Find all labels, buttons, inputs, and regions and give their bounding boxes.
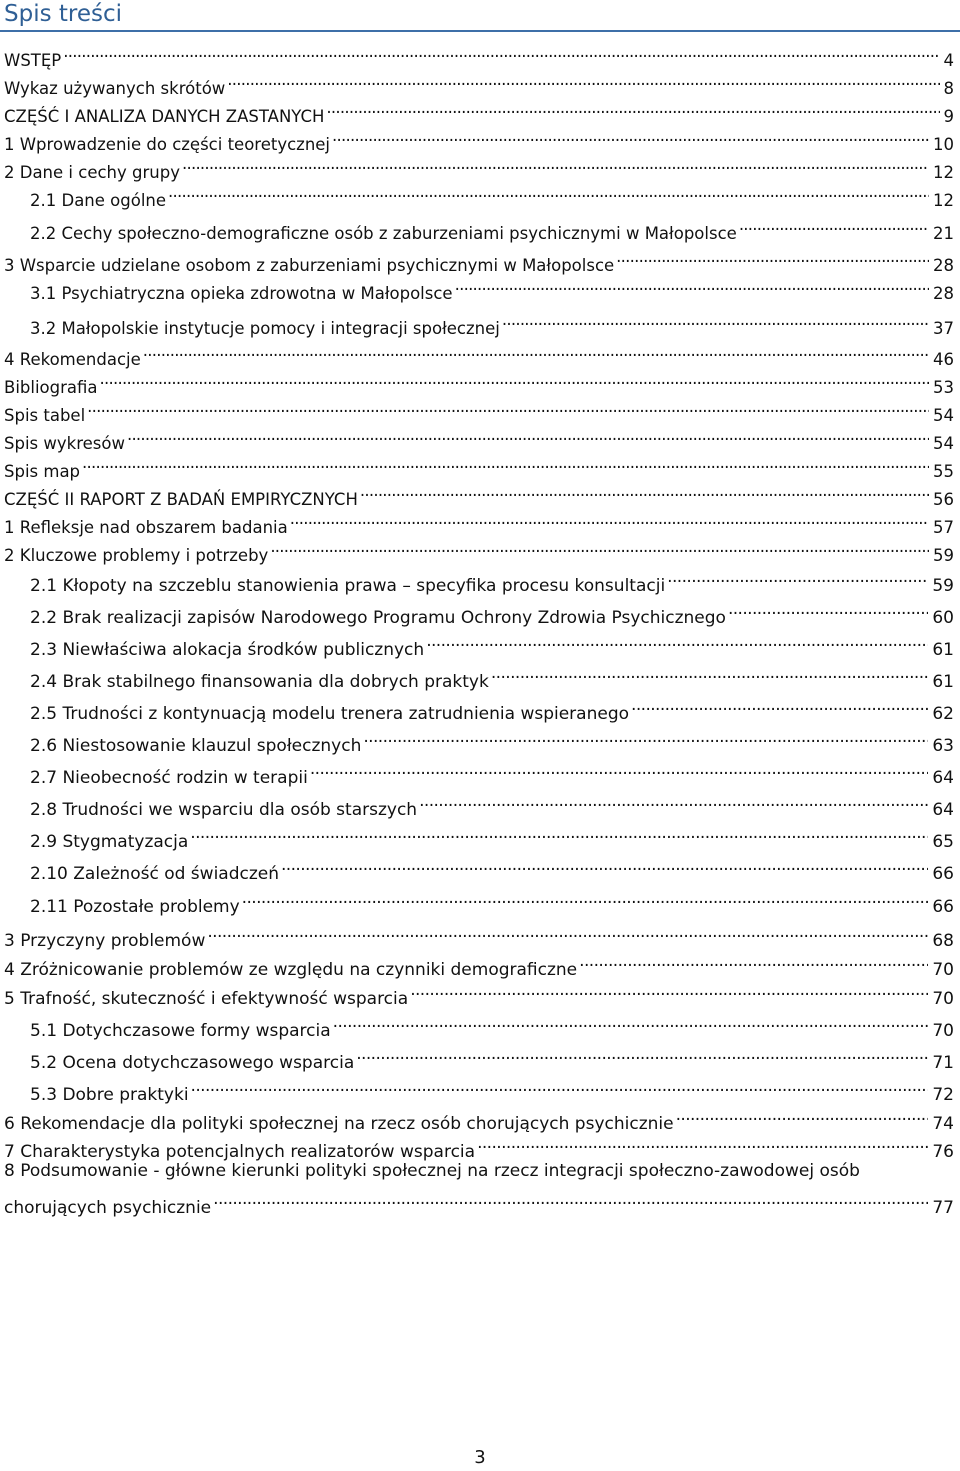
dot-leader xyxy=(363,723,928,751)
toc-entry[interactable] xyxy=(4,477,954,509)
toc-entry-title: 2.2 Cechy społeczno-demograficzne osób z zaburzeniami psychicznymi w Małopolsce xyxy=(30,224,737,243)
toc-entry-page-number: 37 xyxy=(933,319,954,338)
toc-entry-title: WSTĘP xyxy=(4,51,62,70)
dot-leader xyxy=(87,393,929,421)
toc-entry-title: 2.5 Trudności z kontynuacją modelu trenera zatrudnienia wspieranego xyxy=(30,704,630,724)
toc-entry-page-number: 55 xyxy=(933,462,954,481)
toc-entry-page-number: 74 xyxy=(932,1114,954,1134)
toc-entry-page-number: 70 xyxy=(932,1021,954,1041)
toc-entry-page-number: 66 xyxy=(932,864,954,884)
toc-entry-page-number: 4 xyxy=(943,51,954,70)
dot-leader xyxy=(82,449,929,477)
toc-entry-page-number: 8 xyxy=(943,79,954,98)
dot-leader xyxy=(455,271,929,299)
toc-entry-title: Spis wykresów xyxy=(4,434,125,453)
dot-leader xyxy=(739,211,929,239)
dot-leader xyxy=(356,1040,928,1068)
toc-entry-page-number: 54 xyxy=(933,434,954,453)
toc-entry-title: 5.3 Dobre praktyki xyxy=(30,1085,189,1105)
toc-entry-title: 3.1 Psychiatryczna opieka zdrowotna w Małopolsce xyxy=(30,284,453,303)
dot-leader xyxy=(616,243,929,271)
toc-entry-title: 6 Rekomendacje dla polityki społecznej na rzecz osób chorujących psychicznie xyxy=(4,1114,674,1134)
page-number: 3 xyxy=(474,1447,486,1468)
dot-leader xyxy=(426,627,928,655)
dot-leader xyxy=(290,505,929,533)
dot-leader xyxy=(502,306,929,334)
toc-entry-title: 2.1 Kłopoty na szczeblu stanowienia prawa – specyfika procesu konsultacji xyxy=(30,576,666,596)
toc-entry[interactable] xyxy=(4,449,954,481)
toc-entry-title: 1 Refleksje nad obszarem badania xyxy=(4,518,288,537)
dot-leader xyxy=(360,477,929,505)
dot-leader xyxy=(676,1101,929,1129)
toc-entry-title: 5.1 Dotychczasowe formy wsparcia xyxy=(30,1021,331,1041)
dot-leader xyxy=(579,947,928,975)
toc-entry-title: 2.9 Stygmatyzacja xyxy=(30,832,189,852)
dot-leader xyxy=(410,976,928,1004)
toc-entry-page-number: 28 xyxy=(933,284,954,303)
dot-leader xyxy=(310,755,929,783)
dot-leader xyxy=(477,1129,928,1157)
toc-entry[interactable] xyxy=(4,243,954,275)
toc-entry-page-number: 56 xyxy=(933,490,954,509)
toc-entry-page-number: 65 xyxy=(932,832,954,852)
toc-entry-title: 2.8 Trudności we wsparciu dla osób starszych xyxy=(30,800,418,820)
toc-entry[interactable] xyxy=(4,505,954,537)
toc-entry-title: 7 Charakterystyka potencjalnych realizatorów wsparcia xyxy=(4,1142,476,1162)
toc-entry-8[interactable] xyxy=(4,1157,954,1218)
toc-entry[interactable] xyxy=(4,66,954,98)
dot-leader xyxy=(168,178,929,206)
toc-entry-title: 2.3 Niewłaściwa alokacja środków publicznych xyxy=(30,640,425,660)
toc-entry-page-number: 64 xyxy=(932,800,954,820)
toc-entry[interactable] xyxy=(30,659,954,692)
toc-entry[interactable] xyxy=(4,918,954,951)
toc-entry[interactable] xyxy=(4,150,954,182)
toc-entry[interactable] xyxy=(4,38,954,70)
toc-entry-page-number: 12 xyxy=(933,163,954,182)
toc-entry-title: 3.2 Małopolskie instytucje pomocy i integracji społecznej xyxy=(30,319,500,338)
toc-entry[interactable] xyxy=(30,1008,954,1041)
dot-leader xyxy=(207,918,928,946)
toc-entry-title: CZĘŚĆ II RAPORT Z BADAŃ EMPIRYCZNYCH xyxy=(4,490,358,509)
toc-entry-title: 5.2 Ocena dotychczasowego wsparcia xyxy=(30,1053,355,1073)
toc-entry-title: 2.6 Niestosowanie klauzul społecznych xyxy=(30,736,362,756)
toc-entry-title: 2.11 Pozostałe problemy xyxy=(30,897,240,917)
toc-entry-page-number: 71 xyxy=(932,1053,954,1073)
toc-entry[interactable] xyxy=(30,271,954,303)
toc-entry-page-number: 62 xyxy=(932,704,954,724)
toc-entry-title: 4 Zróżnicowanie problemów ze względu na czynniki demograficzne xyxy=(4,960,578,980)
toc-entry[interactable] xyxy=(4,421,954,453)
dot-leader xyxy=(281,851,928,879)
toc-entry[interactable] xyxy=(30,723,954,756)
dot-leader xyxy=(631,691,928,719)
toc-entry-title: 2 Kluczowe problemy i potrzeby xyxy=(4,546,269,565)
toc-entry-page-number: 68 xyxy=(932,931,954,951)
toc-entry[interactable] xyxy=(30,178,954,210)
toc-entry[interactable] xyxy=(30,884,954,917)
toc-entry[interactable] xyxy=(4,122,954,154)
dot-leader xyxy=(63,38,939,66)
toc-entry-title: 2.7 Nieobecność rodzin w terapii xyxy=(30,768,308,788)
toc-entry-title: 3 Przyczyny problemów xyxy=(4,931,206,951)
dot-leader xyxy=(191,1072,929,1100)
toc-entry[interactable] xyxy=(30,595,954,628)
toc-entry-page-number: 10 xyxy=(933,135,954,154)
toc-entry-page-number: 76 xyxy=(932,1142,954,1162)
dot-leader xyxy=(270,533,929,561)
dot-leader xyxy=(127,421,929,449)
dot-leader xyxy=(667,563,928,591)
toc-entry-page-number: 53 xyxy=(933,378,954,397)
toc-entry-title: CZĘŚĆ I ANALIZA DANYCH ZASTANYCH xyxy=(4,107,325,126)
toc-entry-page-number: 66 xyxy=(932,897,954,917)
toc-entry-title: Bibliografia xyxy=(4,378,98,397)
toc-entry-title: 2.10 Zależność od świadczeń xyxy=(30,864,279,884)
toc-entry[interactable] xyxy=(30,627,954,660)
toc-entry-page-number: 77 xyxy=(932,1198,954,1218)
toc-entry[interactable] xyxy=(30,211,954,243)
toc-entry-page-number: 21 xyxy=(933,224,954,243)
toc-entry-page-number: 59 xyxy=(932,576,954,596)
toc-entry-page-number: 64 xyxy=(932,768,954,788)
toc-entry-title: Wykaz używanych skrótów xyxy=(4,79,226,98)
toc-entry-page-number: 12 xyxy=(933,191,954,210)
toc-entry[interactable] xyxy=(30,563,954,596)
toc-entry-title: Spis tabel xyxy=(4,406,86,425)
toc-entry[interactable] xyxy=(4,533,954,565)
toc-entry-page-number: 59 xyxy=(933,546,954,565)
toc-entry[interactable] xyxy=(30,851,954,884)
toc-entry-title: 4 Rekomendacje xyxy=(4,350,141,369)
dot-leader xyxy=(728,595,928,623)
dot-leader xyxy=(491,659,929,687)
dot-leader xyxy=(100,365,929,393)
toc-entry[interactable] xyxy=(30,1072,954,1105)
toc-entry-page-number: 61 xyxy=(932,672,954,692)
toc-entry[interactable] xyxy=(30,819,954,852)
toc-entry[interactable] xyxy=(4,393,954,425)
toc-entry[interactable] xyxy=(4,365,954,397)
toc-entry-title: 3 Wsparcie udzielane osobom z zaburzeniami psychicznymi w Małopolsce xyxy=(4,256,615,275)
toc-entry[interactable] xyxy=(30,755,954,788)
toc-entry-title-line2: chorujących psychicznie xyxy=(4,1198,212,1218)
toc-entry[interactable] xyxy=(4,1101,954,1134)
dot-leader xyxy=(143,337,929,365)
toc-entry-page-number: 57 xyxy=(933,518,954,537)
toc-entry-page-number: 70 xyxy=(932,960,954,980)
toc-entry-page-number: 72 xyxy=(932,1085,954,1105)
dot-leader xyxy=(326,94,939,122)
dot-leader xyxy=(242,884,929,912)
toc-entry[interactable] xyxy=(30,691,954,724)
toc-entry-page-number: 46 xyxy=(933,350,954,369)
toc-entry-title: 5 Trafność, skuteczność i efektywność wsparcia xyxy=(4,989,409,1009)
toc-entry-page-number: 63 xyxy=(932,736,954,756)
toc-entry-title: 2.1 Dane ogólne xyxy=(30,191,167,210)
toc-entry-title: 2 Dane i cechy grupy xyxy=(4,163,180,182)
dot-leader xyxy=(190,819,928,847)
toc-entry-page-number: 70 xyxy=(932,989,954,1009)
toc-entry[interactable] xyxy=(30,306,954,338)
toc-entry[interactable] xyxy=(4,94,954,126)
toc-entry-page-number: 9 xyxy=(943,107,954,126)
dot-leader xyxy=(419,787,928,815)
toc-entry-title: 2.2 Brak realizacji zapisów Narodowego Programu Ochrony Zdrowia Psychicznego xyxy=(30,608,726,628)
toc-entry-page-number: 54 xyxy=(933,406,954,425)
toc-heading: Spis treści xyxy=(4,1,123,27)
toc-entry-title: Spis map xyxy=(4,462,81,481)
toc-entry-page-number: 61 xyxy=(932,640,954,660)
toc-entry[interactable] xyxy=(30,1040,954,1073)
toc-entry-title-line1: 8 Podsumowanie - główne kierunki polityki społecznej na rzecz integracji społeczno-zawodowej osób xyxy=(4,1161,860,1181)
toc-entry-title: 1 Wprowadzenie do części teoretycznej xyxy=(4,135,331,154)
dot-leader xyxy=(333,1008,929,1036)
toc-entry[interactable] xyxy=(30,787,954,820)
dot-leader xyxy=(227,66,939,94)
toc-entry-page-number: 28 xyxy=(933,256,954,275)
toc-entry-page-number: 60 xyxy=(932,608,954,628)
toc-entry-title: 2.4 Brak stabilnego finansowania dla dobrych praktyk xyxy=(30,672,489,692)
toc-entry[interactable] xyxy=(4,976,954,1009)
toc-entry[interactable] xyxy=(4,1129,954,1162)
dot-leader xyxy=(213,1185,928,1213)
dot-leader xyxy=(182,150,929,178)
toc-entry[interactable] xyxy=(4,947,954,980)
toc-entry[interactable] xyxy=(4,337,954,369)
dot-leader xyxy=(332,122,929,150)
